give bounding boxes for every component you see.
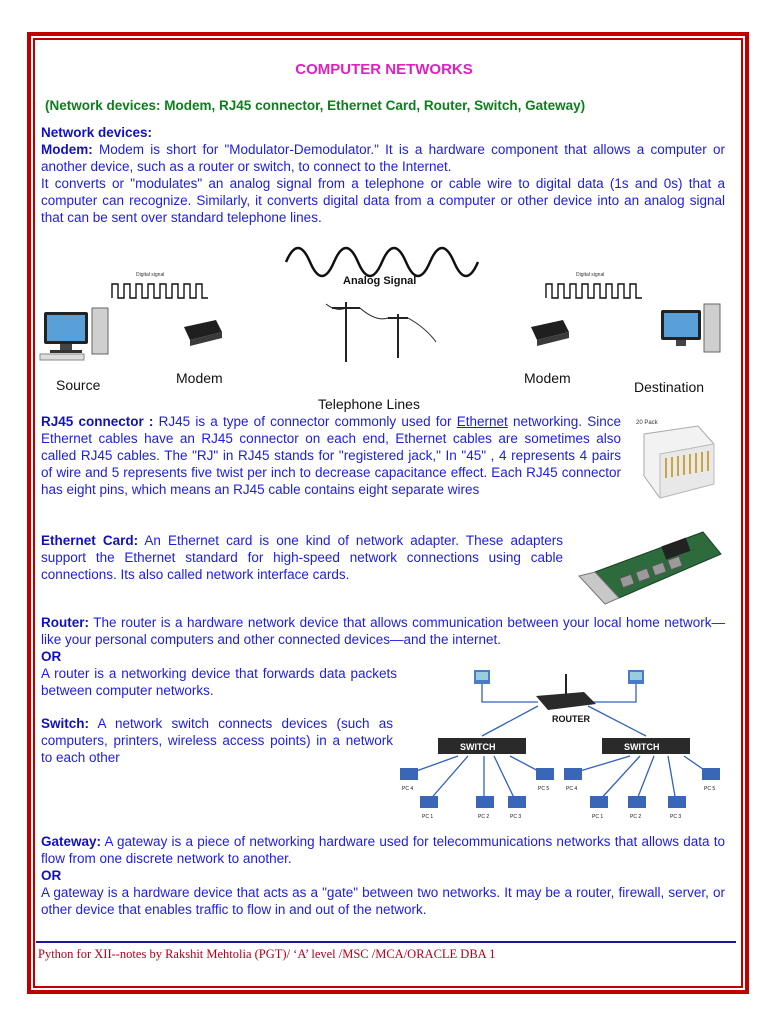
rj45-section	[41, 413, 621, 498]
modem-diagram	[36, 232, 726, 414]
pc-label: PC 3	[670, 814, 682, 820]
switch-label: Switch:	[41, 716, 90, 731]
switch-text: A network switch connects devices (such as computers, printers, wireless access points) in a network to each other	[41, 716, 393, 765]
router-icon	[536, 674, 596, 710]
router-text-2: A router is a networking device that forwards data packets between computer networks.	[41, 666, 397, 698]
rj45-text-a: RJ45 is a type of connector commonly used for	[158, 414, 452, 429]
pc-label: PC 4	[566, 786, 578, 792]
digital-wave-left	[112, 284, 208, 298]
modem-left-label: Modem	[176, 370, 223, 386]
gateway-section	[41, 833, 725, 918]
page-footer: Python for XII--notes by Rakshit Mehtolia (PGT)/ ‘A’ level /MSC /MCA/ORACLE DBA 1	[38, 947, 496, 961]
laptop-icons	[400, 768, 720, 808]
router-alt-section	[41, 648, 397, 699]
modem-text-1: Modem is short for "Modulator-Demodulator." It is a hardware component that allows a computer or another device, such as a router or switch, to connect to the Internet.	[41, 142, 725, 174]
page-subtitle: (Network devices: Modem, RJ45 connector, Ethernet Card, Router, Switch, Gateway)	[45, 98, 586, 113]
rj45-label: RJ45 connector :	[41, 414, 154, 429]
page-title: COMPUTER NETWORKS	[295, 61, 473, 78]
ethernet-text: An Ethernet card is one kind of network adapter. These adapters support the Ethernet standard for high-speed network connections using cable connections. Its also called network interface cards.	[41, 533, 563, 582]
pc-label: PC 5	[704, 786, 716, 792]
digital-signal-left-label: Digital signal	[136, 272, 165, 278]
network-devices-heading: Network devices:	[41, 125, 153, 140]
pc-label: PC 3	[510, 814, 522, 820]
server-right-icon	[628, 670, 644, 684]
server-left-icon	[474, 670, 490, 684]
pc-label: PC 4	[402, 786, 414, 792]
gateway-text-1: A gateway is a piece of networking hardware used for telecommunications networks that allows data to flow from one discrete network to another.	[41, 834, 725, 866]
pc-label: PC 2	[630, 814, 642, 820]
gateway-text-2: A gateway is a hardware device that acts as a "gate" between two networks. It may be a router, firewall, server, or other device that enables traffic to flow in and out of the network.	[41, 885, 725, 917]
pc-label: PC 1	[422, 814, 434, 820]
telephone-lines-label: Telephone Lines	[318, 396, 420, 412]
router-section	[41, 614, 725, 648]
ethernet-card-image	[575, 524, 727, 612]
modem-label: Modem:	[41, 142, 93, 157]
analog-signal-label: Analog Signal	[343, 275, 417, 287]
modem-left-icon	[184, 320, 222, 346]
switch-right-icon	[602, 738, 690, 754]
modem-text-2: It converts or "modulates" an analog signal from a telephone or cable wire to digital data (1s and 0s) that a computer can recognize. Similarly, it converts digital data from a computer or other device into an analog signal that can be sent over standard telephone lines.	[41, 176, 725, 225]
router-diagram-label: ROUTER	[552, 714, 590, 724]
switch-right-label: SWITCH	[624, 742, 660, 752]
ethernet-link[interactable]: Ethernet	[456, 414, 508, 429]
analog-wave	[286, 248, 478, 276]
gateway-label: Gateway:	[41, 834, 102, 849]
router-text-1: The router is a hardware network device that allows communication between your local home network—like your personal computers and other connected devices—and the internet.	[41, 615, 726, 647]
pc-label: PC 5	[538, 786, 550, 792]
source-label: Source	[56, 377, 101, 393]
ethernet-section	[41, 532, 563, 583]
destination-computer-icon	[661, 304, 720, 352]
pc-label: PC 1	[592, 814, 604, 820]
rj45-text-b: networking. Since Ethernet cables have an RJ45 connector on each end, Ethernet cables are sometimes also called RJ45 cables. The "RJ" in RJ45 stands for "registered jack," In "45" , 4 represents 4 pairs of wire and 5 represents five twist per inch to decrease capacitance effect. Each RJ45 connector has eight pins, which means an RJ45 cable contains eight separate wires	[41, 414, 621, 497]
switch-left-label: SWITCH	[460, 742, 496, 752]
switch-left-icon	[438, 738, 526, 754]
switch-section	[41, 715, 393, 766]
source-computer-icon	[40, 308, 108, 360]
ethernet-label: Ethernet Card:	[41, 533, 139, 548]
footer-divider	[36, 941, 736, 943]
digital-signal-right-label: Digital signal	[576, 272, 605, 278]
rj45-pack-label: 20 Pack	[636, 420, 658, 426]
modem-section	[41, 124, 725, 226]
gateway-or: OR	[41, 868, 62, 883]
pc-label: PC 2	[478, 814, 490, 820]
destination-label: Destination	[634, 379, 705, 395]
router-or: OR	[41, 649, 62, 664]
digital-wave-right	[546, 284, 642, 298]
telephone-pole-icon	[326, 302, 436, 362]
modem-right-icon	[531, 320, 569, 346]
network-diagram	[398, 664, 726, 836]
modem-right-label: Modem	[524, 370, 571, 386]
router-label: Router:	[41, 615, 89, 630]
rj45-connector-image	[630, 414, 726, 506]
